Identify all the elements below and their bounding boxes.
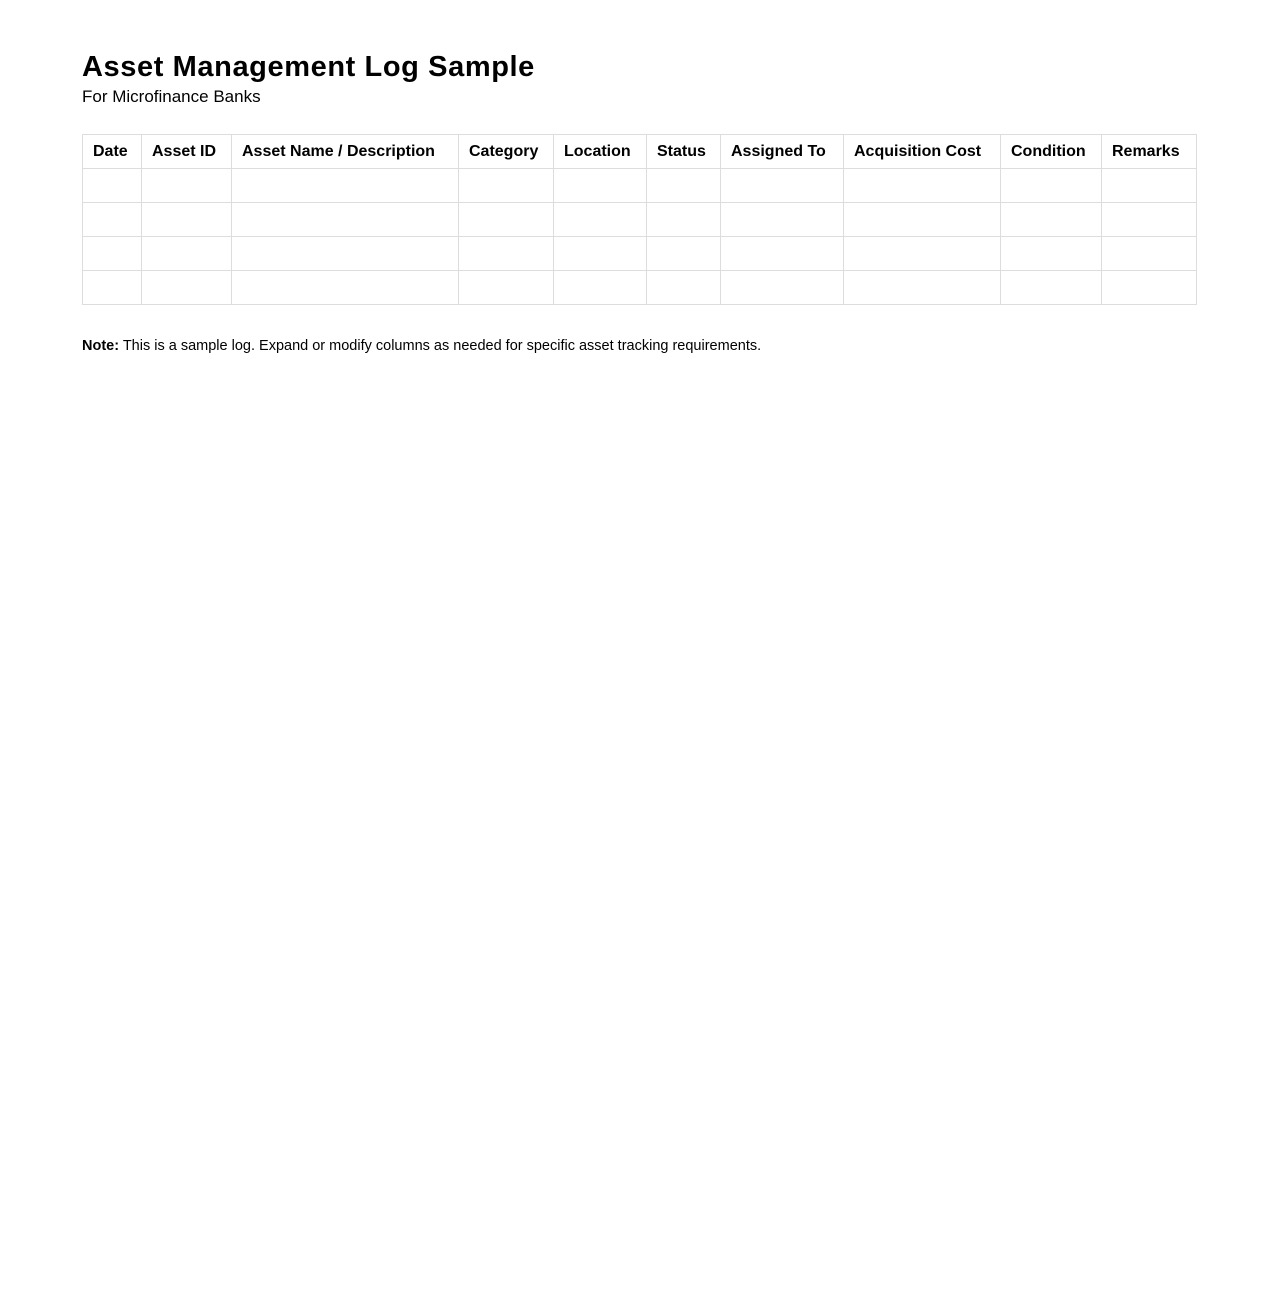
table-cell[interactable] <box>1102 203 1197 237</box>
table-cell[interactable] <box>232 237 459 271</box>
table-cell[interactable] <box>554 169 647 203</box>
table-cell[interactable] <box>83 237 142 271</box>
table-cell[interactable] <box>142 271 232 305</box>
table-cell[interactable] <box>844 169 1001 203</box>
table-cell[interactable] <box>844 271 1001 305</box>
table-cell[interactable] <box>554 271 647 305</box>
table-cell[interactable] <box>232 271 459 305</box>
column-header-category: Category <box>459 135 554 169</box>
table-cell[interactable] <box>83 169 142 203</box>
table-cell[interactable] <box>83 203 142 237</box>
column-header-acquisition-cost: Acquisition Cost <box>844 135 1001 169</box>
table-cell[interactable] <box>647 271 721 305</box>
page-subtitle: For Microfinance Banks <box>82 87 261 106</box>
table-cell[interactable] <box>232 169 459 203</box>
note-text: This is a sample log. Expand or modify columns as needed for specific asset tracking requirements. <box>119 338 762 354</box>
table-cell[interactable] <box>647 203 721 237</box>
column-header-asset-name-description: Asset Name / Description <box>232 135 459 169</box>
table-cell[interactable] <box>459 271 554 305</box>
table-cell[interactable] <box>1001 203 1102 237</box>
table-row <box>83 271 1197 305</box>
table-cell[interactable] <box>142 169 232 203</box>
table-cell[interactable] <box>1102 237 1197 271</box>
table-cell[interactable] <box>459 203 554 237</box>
column-header-asset-id: Asset ID <box>142 135 232 169</box>
column-header-assigned-to: Assigned To <box>721 135 844 169</box>
table-cell[interactable] <box>844 203 1001 237</box>
table-cell[interactable] <box>142 203 232 237</box>
page-title: Asset Management Log Sample <box>82 51 535 83</box>
table-cell[interactable] <box>459 237 554 271</box>
column-header-location: Location <box>554 135 647 169</box>
column-header-date: Date <box>83 135 142 169</box>
note-label: Note: <box>82 338 120 354</box>
column-header-status: Status <box>647 135 721 169</box>
table-cell[interactable] <box>647 237 721 271</box>
table-cell[interactable] <box>721 169 844 203</box>
table-cell[interactable] <box>142 237 232 271</box>
table-cell[interactable] <box>1001 237 1102 271</box>
column-header-remarks: Remarks <box>1102 135 1197 169</box>
table-row <box>83 237 1197 271</box>
table-cell[interactable] <box>1102 169 1197 203</box>
table-row <box>83 169 1197 203</box>
table-cell[interactable] <box>459 169 554 203</box>
table-cell[interactable] <box>1102 271 1197 305</box>
table-cell[interactable] <box>554 203 647 237</box>
table-row <box>83 203 1197 237</box>
document-page <box>82 50 1196 355</box>
table-cell[interactable] <box>232 203 459 237</box>
table-cell[interactable] <box>844 237 1001 271</box>
table-cell[interactable] <box>721 237 844 271</box>
table-cell[interactable] <box>1001 271 1102 305</box>
table-header-row <box>83 135 1197 169</box>
note <box>82 337 1196 355</box>
table-cell[interactable] <box>721 271 844 305</box>
table-cell[interactable] <box>721 203 844 237</box>
table-cell[interactable] <box>647 169 721 203</box>
asset-log-table <box>82 134 1197 305</box>
table-cell[interactable] <box>83 271 142 305</box>
column-header-condition: Condition <box>1001 135 1102 169</box>
table-cell[interactable] <box>554 237 647 271</box>
table-cell[interactable] <box>1001 169 1102 203</box>
